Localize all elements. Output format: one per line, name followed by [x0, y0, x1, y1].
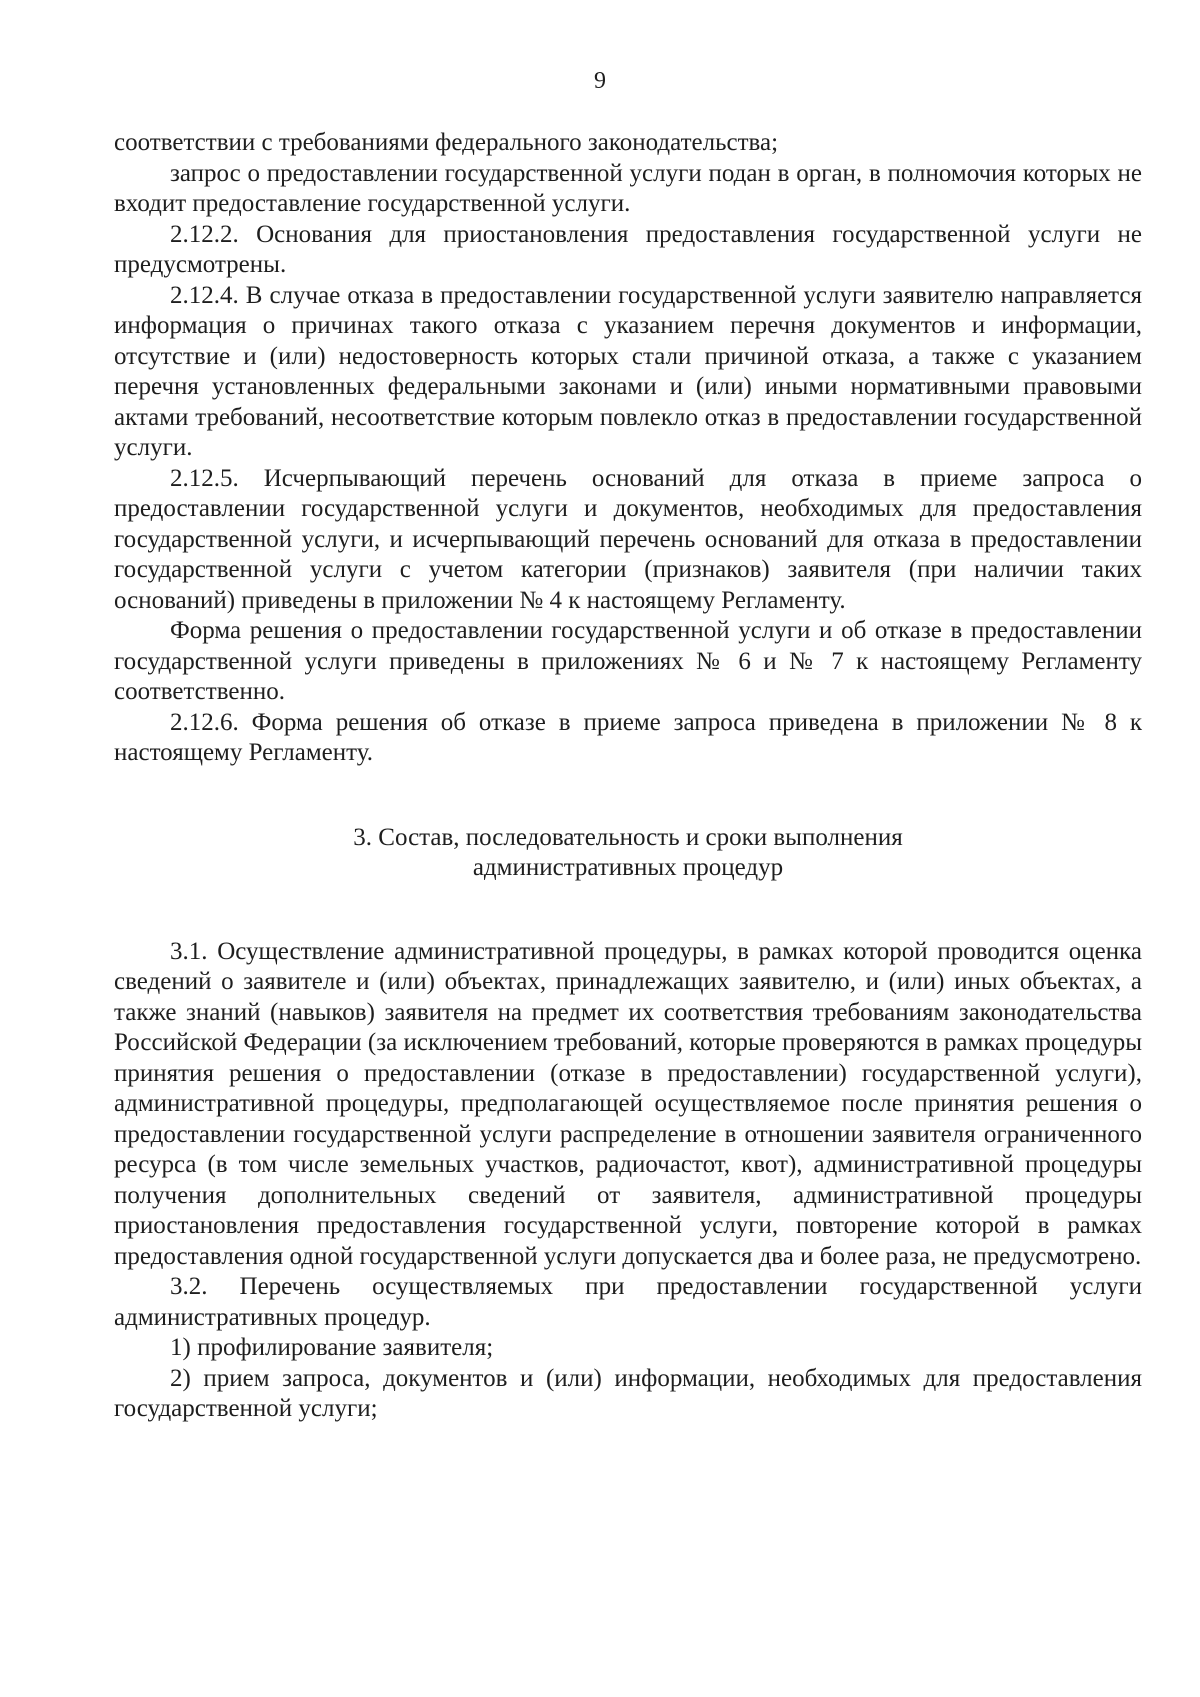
list-item: 1) профилирование заявителя; [170, 1334, 494, 1361]
paragraph: 2.12.6. Форма решения об отказе в приеме запроса приведена в приложении № 8 к настоящему Регламенту. [114, 708, 1142, 766]
document-body [114, 128, 1142, 1425]
paragraph: 3.2. Перечень осуществляемых при предоставлении государственной услуги административных процедур. [114, 1273, 1142, 1331]
section-heading-line: 3. Состав, последовательность и сроки выполнения [353, 823, 903, 851]
section-heading-line: административных процедур [472, 854, 784, 881]
paragraph: 2.12.2. Основания для приостановления предоставления государственной услуги не предусмотрены. [114, 220, 1142, 278]
paragraph: 2.12.5. Исчерпывающий перечень оснований для отказа в приеме запроса о предоставлении государственной услуги и документов, необходимых для предоставления государственной услуги, и исчерпывающий перечень оснований для отказа в предоставлении государственной услуги с учетом категории (признаков) заявителя (при наличии таких оснований) приведены в приложении № 4 к настоящему Регламенту. [114, 464, 1142, 614]
paragraph: 2.12.4. В случае отказа в предоставлении государственной услуги заявителю направляется информация о причинах такого отказа с указанием перечня документов и информации, отсутствие и (или) недостоверность которых стали причиной отказа, а также с указанием перечня установленных федеральными законами и (или) иными нормативными правовыми актами требований, несоответствие которым повлекло отказ в предоставлении государственной услуги. [114, 281, 1142, 461]
paragraph: 3.1. Осуществление административной процедуры, в рамках которой проводится оценка сведений о заявителе и (или) объектах, принадлежащих заявителю, и (или) иных объектах, а также знаний (навыков) заявителя на предмет их соответствия требованиям законодательства Российской Федерации (за исключением требований, которые проверяются в рамках процедуры принятия решения о предоставлении (отказе в предоставлении) государственной услуги), административной процедуры, предполагающей осуществляемое после принятия решения о предоставлении государственной услуги распределение в отношении заявителя ограниченного ресурса (в том числе земельных участков, радиочастот, квот), административной процедуры получения дополнительных сведений от заявителя, административной процедуры приостановления предоставления государственной услуги, повторение которой в рамках предоставления одной государственной услуги допускается два и более раза, не предусмотрено. [114, 937, 1142, 1270]
paragraph: запрос о предоставлении государственной услуги подан в орган, в полномочия которых не входит предоставление государственной услуги. [114, 159, 1142, 217]
page-number: 9 [594, 68, 606, 94]
paragraph: Форма решения о предоставлении государственной услуги и об отказе в предоставлении государственной услуги приведены в приложениях № 6 и № 7 к настоящему Регламенту соответственно. [114, 617, 1142, 705]
list-item: 2) прием запроса, документов и (или) информации, необходимых для предоставления государственной услуги; [114, 1364, 1142, 1422]
paragraph: соответствии с требованиями федерального законодательства; [114, 129, 779, 156]
section-heading [114, 823, 1142, 884]
